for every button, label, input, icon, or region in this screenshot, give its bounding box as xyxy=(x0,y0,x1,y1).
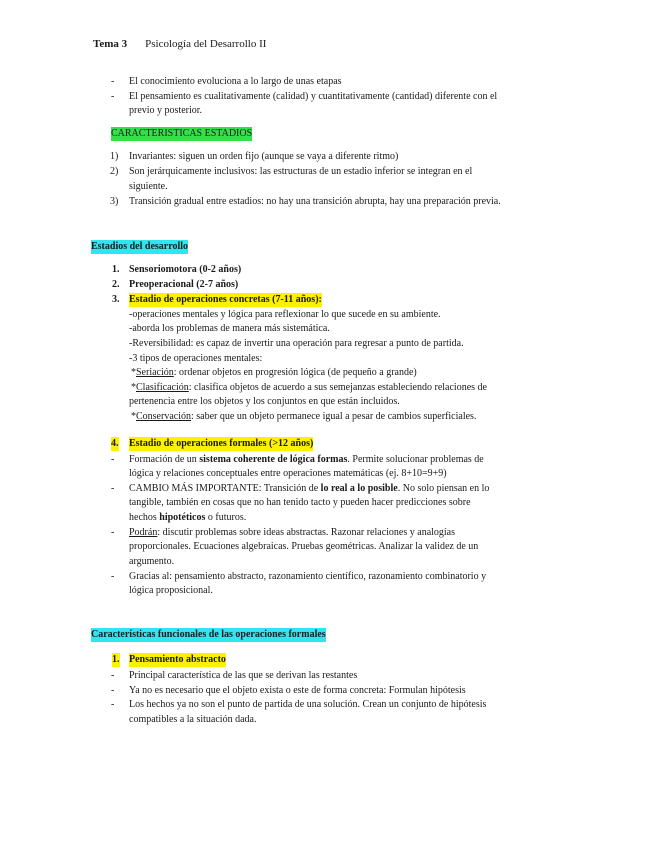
bullet-marker: - xyxy=(111,571,115,582)
bold-run: lo real a lo posible xyxy=(320,483,398,494)
text-run: : discutir problemas sobre ideas abstractas. Razonar relaciones y analogías xyxy=(157,527,456,538)
list-item: Transición gradual entre estadios: no hay una transición abrupta, hay una preparación previa. xyxy=(129,196,501,207)
classification-label: Clasificación xyxy=(136,382,189,393)
bullet-marker: - xyxy=(111,685,115,696)
text-run: o futuros. xyxy=(205,512,247,523)
list-marker: 1. xyxy=(112,264,120,275)
classification-line xyxy=(131,381,487,395)
text-run: Formación de un xyxy=(129,454,200,465)
bold-run: hipotéticos xyxy=(159,512,206,523)
conservation-text: : saber que un objeto permanece igual a pesar de cambios superficiales. xyxy=(191,411,477,422)
stage-formal-operations: Estadio de operaciones formales (>12 años) xyxy=(129,437,313,451)
list-marker: 1) xyxy=(110,151,119,162)
list-item-continuation: compatibles a la situación dada. xyxy=(129,714,257,725)
detail-line: -Reversibilidad: es capaz de invertir una operación para regresar a punto de partida. xyxy=(129,338,464,349)
header-title: Psicología del Desarrollo II xyxy=(145,38,267,50)
list-marker: 3. xyxy=(112,294,120,305)
list-item: Gracias al: pensamiento abstracto, razonamiento científico, razonamiento combinatorio y xyxy=(129,571,487,582)
detail-line: -aborda los problemas de manera más sistemática. xyxy=(129,323,330,334)
list-item: El conocimiento evoluciona a lo largo de unas etapas xyxy=(129,76,342,87)
seriation-line xyxy=(131,366,417,380)
list-marker: 3) xyxy=(110,196,119,207)
bold-run: sistema coherente de lógica formas xyxy=(199,454,348,465)
asterisk-marker: * xyxy=(131,382,136,393)
stage-preoperational: Preoperacional (2-7 años) xyxy=(129,279,239,290)
seriation-label: Seriación xyxy=(136,367,174,378)
list-marker: 2) xyxy=(110,166,119,177)
functional-heading: Características funcionales de las operaciones formales xyxy=(91,628,326,642)
abstract-thinking-label: Pensamiento abstracto xyxy=(129,653,226,667)
text-run: CAMBIO MÁS IMPORTANTE: Transición de xyxy=(129,483,321,494)
detail-line: -3 tipos de operaciones mentales: xyxy=(129,353,263,364)
characteristics-heading: CARACTERISTICAS ESTADIOS xyxy=(111,127,252,141)
bullet-marker: - xyxy=(111,454,115,465)
list-item xyxy=(129,526,455,540)
list-item: Principal característica de las que se derivan las restantes xyxy=(129,670,358,681)
list-item-continuation: lógica y relaciones conceptuales entre operaciones matemáticas (ej. 8+10=9+9) xyxy=(129,468,447,479)
list-item: Invariantes: siguen un orden fijo (aunque se vaya a diferente ritmo) xyxy=(129,151,399,162)
stage-concrete-operations: Estadio de operaciones concretas (7-11 años): xyxy=(129,293,322,307)
text-run: . Permite solucionar problemas de xyxy=(347,454,484,465)
text-run: hechos xyxy=(129,512,160,523)
list-item-continuation: argumento. xyxy=(129,556,175,567)
conservation-label: Conservación xyxy=(136,411,191,422)
stage-sensorimotor: Sensoriomotora (0-2 años) xyxy=(129,264,242,275)
list-marker: 4. xyxy=(111,437,119,451)
list-item: Son jerárquicamente inclusivos: las estructuras de un estadio inferior se integran en el xyxy=(129,166,473,177)
list-item-continuation: proporcionales. Ecuaciones algebraicas. Pruebas geométricas. Analizar la validez de un xyxy=(129,541,479,552)
list-marker: 1. xyxy=(112,653,120,667)
conservation-line xyxy=(131,410,476,424)
classification-text: : clasifica objetos de acuerdo a sus semejanzas estableciendo relaciones de xyxy=(188,382,487,393)
bullet-marker: - xyxy=(111,76,115,87)
page-header xyxy=(93,37,266,51)
list-item-continuation: lógica proposicional. xyxy=(129,585,213,596)
list-item: El pensamiento es cualitativamente (calidad) y cuantitativamente (cantidad) diferente con el xyxy=(129,91,498,102)
asterisk-marker: * xyxy=(131,411,136,422)
list-item-continuation: tangible, también en cosas que no han tenido tacto y pueden hacer predicciones sobre xyxy=(129,497,471,508)
bullet-marker: - xyxy=(111,91,115,102)
topic-label: Tema 3 xyxy=(93,38,128,50)
list-item-continuation: previo y posterior. xyxy=(129,105,203,116)
list-item xyxy=(129,482,489,496)
list-item: Los hechos ya no son el punto de partida de una solución. Crean un conjunto de hipótesis xyxy=(129,699,487,710)
bullet-marker: - xyxy=(111,527,115,538)
list-item-continuation: siguiente. xyxy=(129,181,168,192)
list-marker: 2. xyxy=(112,279,120,290)
list-item xyxy=(129,453,484,467)
text-run: . No solo piensan en lo xyxy=(397,483,490,494)
list-item: Ya no es necesario que el objeto exista o este de forma concreta: Formulan hipótesis xyxy=(129,685,466,696)
list-item-continuation xyxy=(129,511,246,525)
asterisk-marker: * xyxy=(131,367,136,378)
classification-continuation: pertenencia entre los objetos y los conjuntos en que están incluidos. xyxy=(129,396,400,407)
detail-line: -operaciones mentales y lógica para reflexionar lo que sucede en su ambiente. xyxy=(129,309,441,320)
bullet-marker: - xyxy=(111,670,115,681)
stages-heading: Estadios del desarrollo xyxy=(91,240,188,254)
underlined-label: Podrán xyxy=(129,527,158,538)
seriation-text: : ordenar objetos en progresión lógica (de pequeño a grande) xyxy=(173,367,417,378)
bullet-marker: - xyxy=(111,483,115,494)
bullet-marker: - xyxy=(111,699,115,710)
